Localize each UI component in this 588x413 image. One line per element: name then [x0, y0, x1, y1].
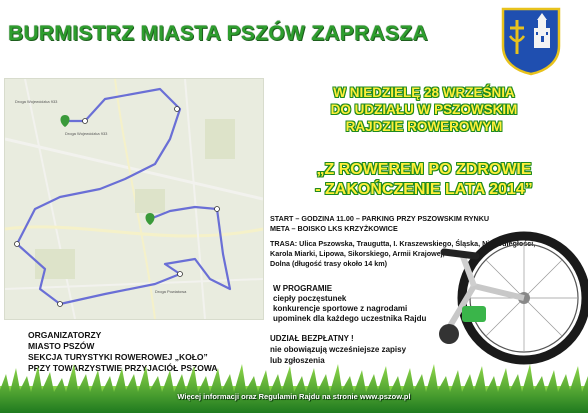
organizer-line: PRZY TOWARZYSTWIE PRZYJACIÓŁ PSZOWA	[28, 363, 218, 373]
grass-decoration	[0, 362, 588, 413]
map-road-label: Droga Powiatowa	[155, 289, 187, 294]
event-slogan	[268, 160, 580, 200]
start-info: START – GODZINA 11.00 – PARKING PRZY PSZOWSKIM RYNKU	[270, 214, 490, 223]
invitation-line: DO UDZIAŁU W PSZOWSKIM	[330, 102, 518, 117]
participation-line: lub zgłoszenia	[270, 356, 325, 365]
program-item: konkurencje sportowe z nagrodami	[273, 304, 408, 313]
program-item: upominek dla każdego uczestnika Rajdu	[273, 314, 427, 323]
bicycle-icon	[414, 216, 588, 386]
participation-heading: UDZIAŁ BEZPŁATNY !	[270, 334, 354, 343]
map-road-label: Droga Wojewódzka 933	[65, 131, 108, 136]
invitation-line: W NIEDZIELĘ 28 WRZEŚNIA	[333, 85, 515, 100]
finish-info: META – BOISKO LKS KRZYŻKOWICE	[270, 224, 398, 233]
route-line: Karola Miarki, Lipowa, Sikorskiego, Armii Krajowej,	[270, 249, 445, 258]
route-line: TRASA: Ulica Pszowska, Traugutta, I. Kraszewskiego, Śląska, Niepodległości,	[270, 239, 536, 248]
program-item: ciepły poczęstunek	[273, 294, 347, 303]
route-map	[4, 78, 264, 320]
organizers-heading: ORGANIZATORZY	[28, 330, 102, 340]
route-map-drawing	[5, 79, 263, 319]
slogan-line: - ZAKOŃCZENIE LATA 2014”	[315, 181, 533, 198]
program-heading: W PROGRAMIE	[273, 284, 333, 293]
bicycle-illustration	[414, 216, 588, 386]
participation-line: nie obowiązują wcześniejsze zapisy	[270, 345, 407, 354]
footer-info: Więcej informacji oraz Regulamin Rajdu na stronie www.pszow.pl	[177, 392, 411, 401]
headline: BURMISTRZ MIASTA PSZÓW ZAPRASZA	[8, 22, 428, 45]
map-road-label: Droga Wojewódzka 933	[15, 99, 58, 104]
invitation-line: RAJDZIE ROWEROWYM	[345, 119, 503, 134]
invitation-text	[268, 84, 580, 135]
route-line: Dolna (długość trasy około 14 km)	[270, 259, 388, 268]
organizer-line: SEKCJA TURYSTYKI ROWEROWEJ „KOŁO”	[28, 352, 208, 362]
slogan-line: „Z ROWEREM PO ZDROWIE	[316, 161, 532, 178]
organizer-line: MIASTO PSZÓW	[28, 341, 95, 351]
coat-of-arms-icon	[500, 6, 562, 76]
